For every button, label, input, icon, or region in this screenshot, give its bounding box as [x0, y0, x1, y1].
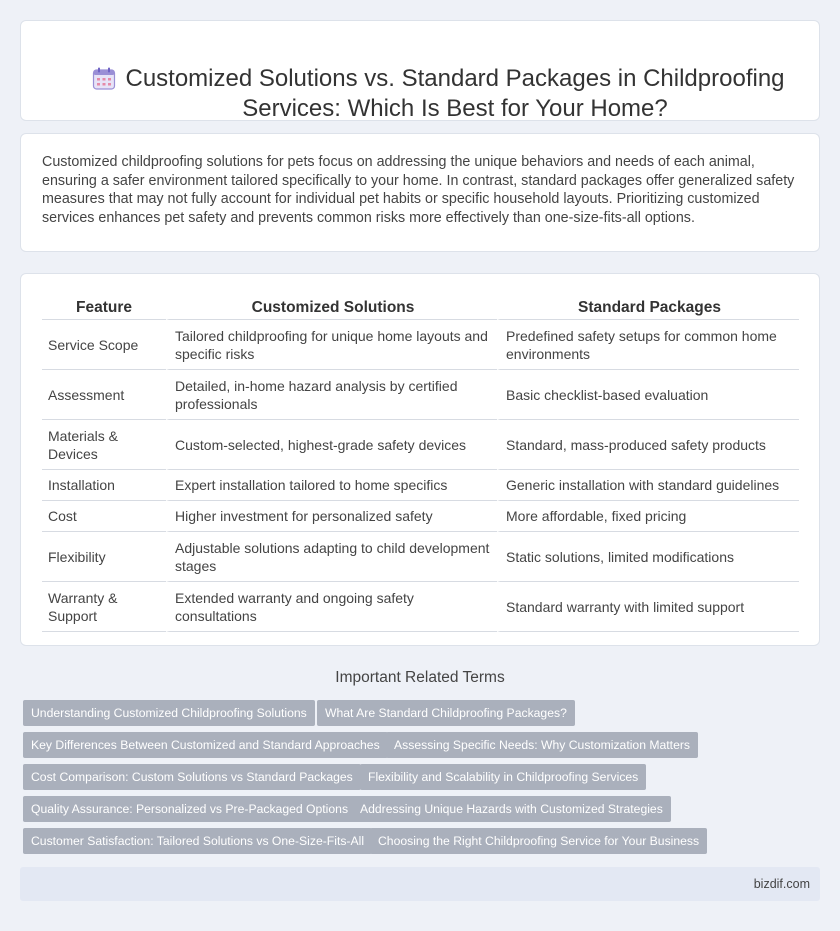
related-tag[interactable]: Addressing Unique Hazards with Customized Strategies	[352, 796, 671, 822]
table-cell-feature: Installation	[42, 470, 166, 501]
table-cell-standard: Standard warranty with limited support	[497, 582, 799, 632]
table-cell-customized: Extended warranty and ongoing safety consultations	[166, 582, 497, 632]
related-terms-title: Important Related Terms	[335, 669, 505, 686]
table-cell-feature: Flexibility	[42, 532, 166, 582]
table-row	[42, 582, 799, 632]
table-cell-customized: Expert installation tailored to home specifics	[166, 470, 497, 501]
related-tag[interactable]: Customer Satisfaction: Tailored Solutions vs One-Size-Fits-All	[23, 828, 372, 854]
footer-brand: bizdif.com	[753, 877, 810, 891]
page-title: Customized Solutions vs. Standard Packages in Childproofing Services: Which Is Best for Your Home?	[125, 65, 785, 122]
related-tag[interactable]: Understanding Customized Childproofing Solutions	[23, 700, 315, 726]
related-tag[interactable]: Quality Assurance: Personalized vs Pre-Packaged Options	[23, 796, 356, 822]
header-card	[20, 20, 820, 121]
comparison-table	[42, 296, 799, 632]
header-feature: Feature	[42, 296, 166, 320]
header-customized: Customized Solutions	[166, 296, 497, 320]
table-cell-feature: Cost	[42, 501, 166, 532]
table-row	[42, 420, 799, 470]
table-cell-customized: Higher investment for personalized safety	[166, 501, 497, 532]
table-cell-standard: Generic installation with standard guidelines	[497, 470, 799, 501]
table-cell-standard: Standard, mass-produced safety products	[497, 420, 799, 470]
table-cell-customized: Detailed, in-home hazard analysis by certified professionals	[166, 370, 497, 420]
table-cell-customized: Tailored childproofing for unique home layouts and specific risks	[166, 320, 497, 370]
table-row	[42, 320, 799, 370]
related-tag[interactable]: Key Differences Between Customized and Standard Approaches	[23, 732, 388, 758]
table-cell-customized: Custom-selected, highest-grade safety devices	[166, 420, 497, 470]
related-tag[interactable]: Flexibility and Scalability in Childproofing Services	[360, 764, 646, 790]
table-row	[42, 532, 799, 582]
table-cell-customized: Adjustable solutions adapting to child development stages	[166, 532, 497, 582]
header-standard: Standard Packages	[497, 296, 799, 320]
table-cell-standard: Basic checklist-based evaluation	[497, 370, 799, 420]
table-row	[42, 370, 799, 420]
comparison-table-card	[20, 273, 820, 646]
related-tag[interactable]: What Are Standard Childproofing Packages?	[317, 700, 575, 726]
table-cell-feature: Materials & Devices	[42, 420, 166, 470]
calendar-icon	[92, 67, 116, 91]
table-cell-feature: Warranty & Support	[42, 582, 166, 632]
related-tag[interactable]: Cost Comparison: Custom Solutions vs Standard Packages	[23, 764, 361, 790]
intro-text: Customized childproofing solutions for pets focus on addressing the unique behaviors and needs of each animal, ensuring a safer environment tailored specifically to your home. In contrast, standard packages offer generalized safety measures that may not fully account for individual pet habits or specific household layouts. Prioritizing customized services enhances pet safety and prevents common risks more effectively than one-size-fits-all options.	[42, 154, 795, 227]
table-row	[42, 501, 799, 532]
footer	[20, 867, 820, 901]
table-cell-standard: Static solutions, limited modifications	[497, 532, 799, 582]
table-cell-standard: Predefined safety setups for common home environments	[497, 320, 799, 370]
intro-card	[20, 133, 820, 252]
table-cell-feature: Service Scope	[42, 320, 166, 370]
table-cell-feature: Assessment	[42, 370, 166, 420]
table-cell-standard: More affordable, fixed pricing	[497, 501, 799, 532]
related-tag[interactable]: Assessing Specific Needs: Why Customization Matters	[386, 732, 698, 758]
table-row	[42, 470, 799, 501]
related-tag[interactable]: Choosing the Right Childproofing Service for Your Business	[370, 828, 707, 854]
table-header-row	[42, 296, 799, 320]
